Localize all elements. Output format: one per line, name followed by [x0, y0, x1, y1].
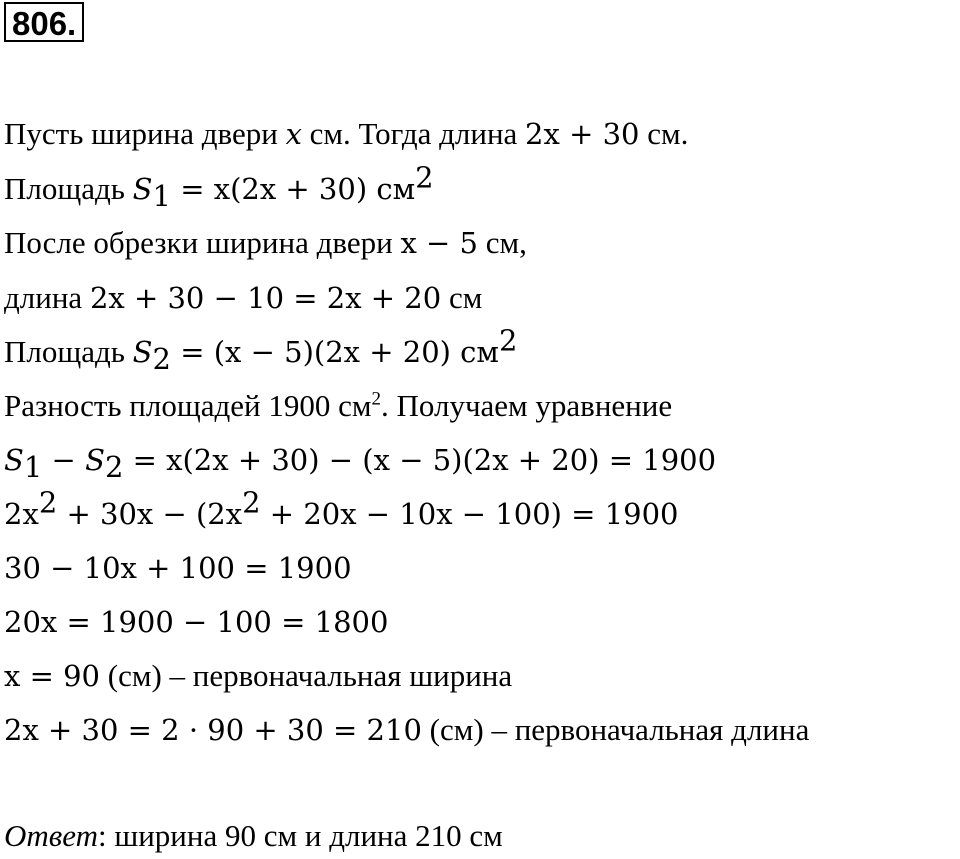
solution-line-6 [4, 387, 672, 425]
math-segment: 2x + 30 [525, 117, 640, 151]
answer-line [4, 817, 503, 855]
text-segment: см [441, 280, 483, 315]
math-segment: 2x + 30 = 2 · 90 + 30 = 210 [4, 713, 422, 747]
text-segment: (см) – первоначальная длина [421, 712, 810, 747]
math-segment: x − 5 [400, 226, 478, 260]
superscript: 2 [415, 160, 434, 195]
text-segment: см. [639, 116, 689, 151]
math-segment: = x(2x + 30) см [170, 172, 416, 206]
subscript: 2 [152, 342, 171, 377]
math-segment: + 20x − 10x − 100) = 1900 [260, 497, 679, 531]
math-segment: = (x − 5)(2x + 20) см [170, 335, 499, 369]
solution-line-8 [4, 485, 679, 533]
math-segment: + 30x − (2x [57, 497, 243, 531]
superscript: 2 [371, 388, 381, 410]
superscript: 2 [242, 485, 261, 520]
text-segment: см, [477, 225, 527, 260]
solution-line-2 [4, 160, 434, 214]
text-segment: (см) – первоначальная ширина [100, 658, 513, 693]
superscript: 2 [38, 485, 58, 520]
math-segment: S [132, 172, 153, 206]
math-segment: 2x + 30 − 10 = 2x + 20 [89, 281, 442, 315]
solution-line-4 [4, 279, 482, 317]
solution-line-3 [4, 224, 527, 262]
math-segment: S [85, 443, 105, 477]
math-segment: S [132, 335, 153, 369]
math-segment: 20x = 1900 − 100 = 1800 [4, 605, 389, 639]
math-segment: − [42, 443, 86, 477]
math-segment: = x(2x + 30) − (x − 5)(2x + 20) = 1900 [123, 443, 717, 477]
solution-line-10 [4, 603, 388, 641]
solution-line-7 [4, 441, 717, 485]
answer-text: : ширина 90 см и длина 210 см [97, 818, 503, 853]
problem-number: 806. [4, 2, 84, 42]
math-segment: 30 − 10x + 100 = 1900 [4, 551, 352, 585]
subscript: 1 [23, 450, 43, 485]
math-segment: x [285, 117, 302, 151]
text-segment: см. Тогда длина [301, 116, 526, 151]
solution-line-5 [4, 323, 518, 377]
text-segment: Пусть ширина двери [4, 116, 286, 151]
solution-line-11 [4, 657, 512, 695]
text-segment: После обрезки ширина двери [4, 225, 401, 260]
math-segment: 2x [4, 497, 39, 531]
text-segment: . Получаем уравнение [381, 388, 673, 423]
math-segment: x = 90 [4, 659, 100, 693]
text-segment: Площадь [4, 171, 133, 206]
solution-line-12 [4, 711, 809, 749]
answer-label: Ответ [4, 818, 98, 853]
math-segment: S [4, 443, 24, 477]
solution-line-1 [4, 115, 688, 153]
solution-line-9 [4, 549, 352, 587]
text-segment: Разность площадей 1900 см [4, 388, 372, 423]
text-segment: Площадь [4, 334, 133, 369]
subscript: 1 [152, 179, 171, 214]
subscript: 2 [104, 450, 124, 485]
superscript: 2 [498, 323, 518, 358]
text-segment: длина [4, 280, 90, 315]
